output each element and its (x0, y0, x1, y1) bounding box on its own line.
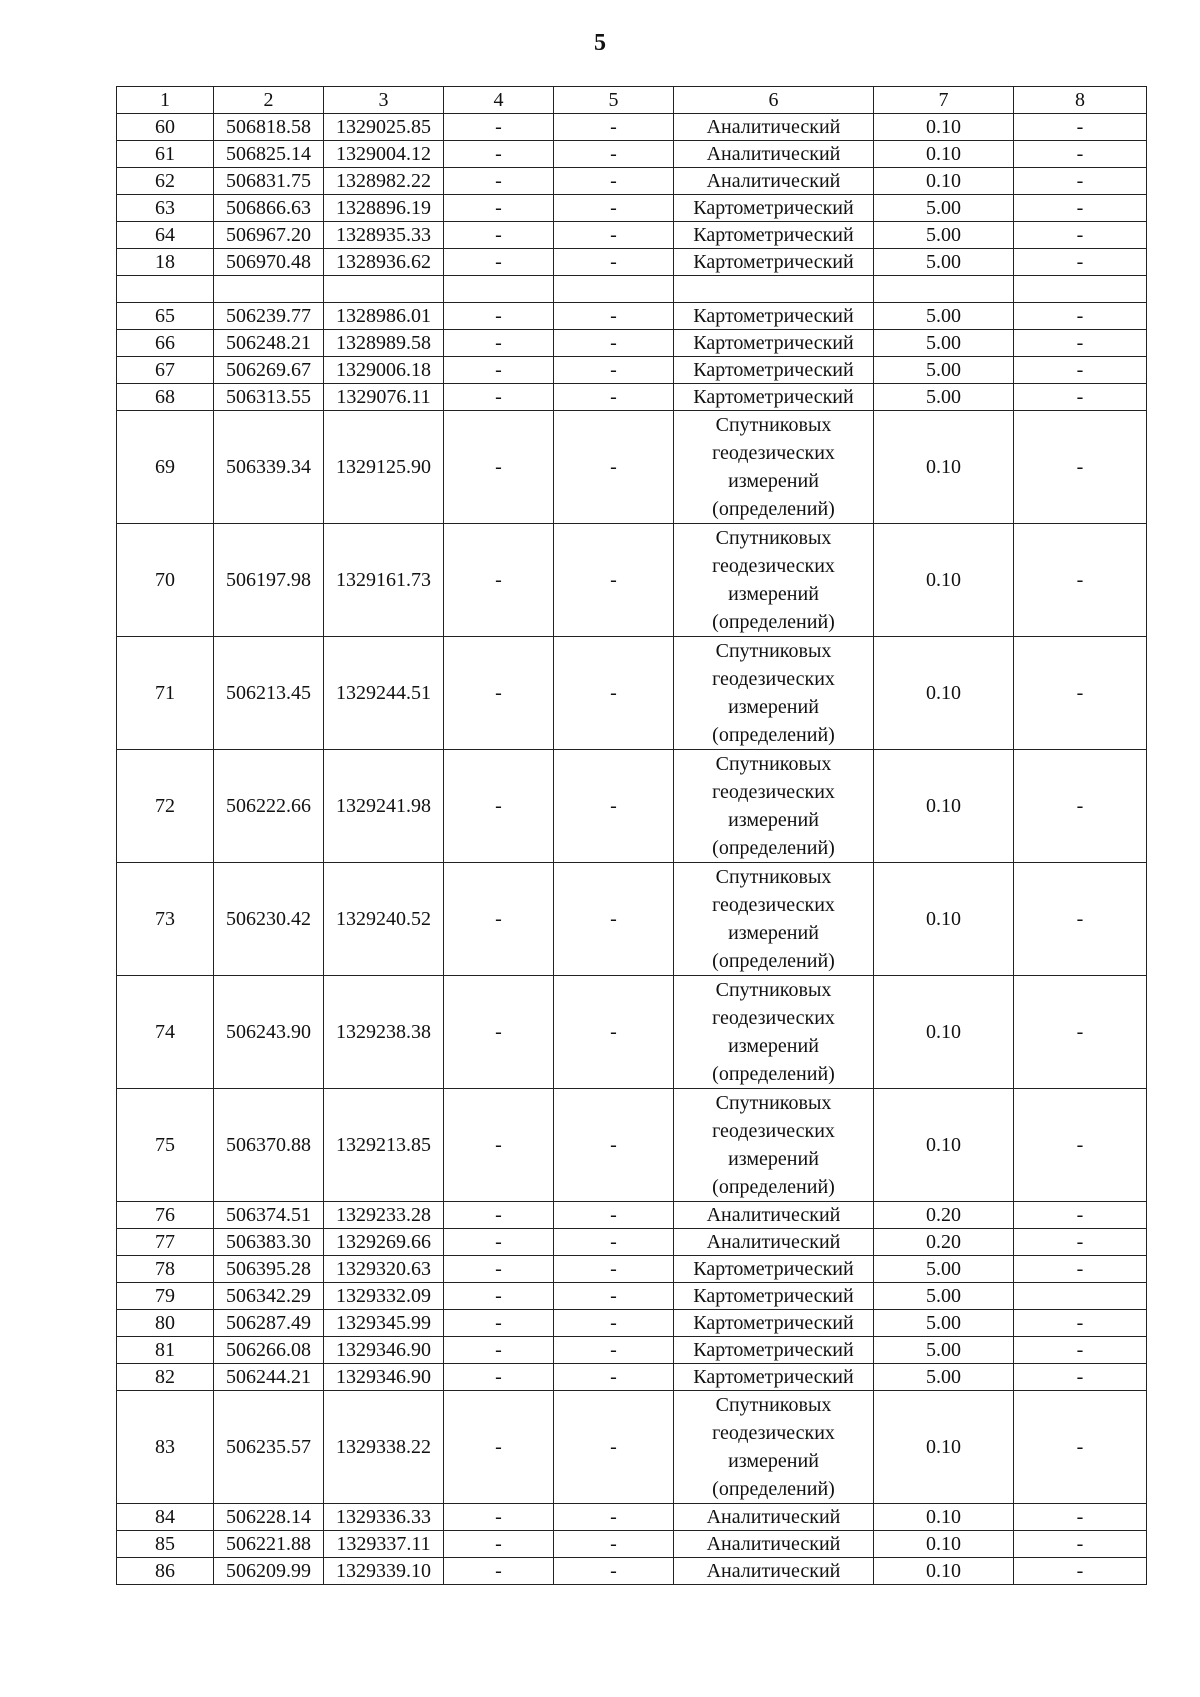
table-row (117, 750, 1147, 863)
table-cell-col-8: - (1014, 330, 1147, 357)
table-cell-col-y: 1329337.11 (324, 1531, 444, 1558)
table-body (117, 87, 1147, 1585)
table-cell-col-x: 506243.90 (214, 976, 324, 1089)
table-row (117, 303, 1147, 330)
table-cell-col-point-number: 62 (117, 168, 214, 195)
table-cell-col-4: - (444, 750, 554, 863)
table-cell-col-y: 1329320.63 (324, 1256, 444, 1283)
table-row (117, 1310, 1147, 1337)
table-cell-col-x: 506213.45 (214, 637, 324, 750)
table-cell-col-y: 1329076.11 (324, 384, 444, 411)
table-row (117, 1391, 1147, 1504)
table-cell-col-5: - (554, 114, 674, 141)
table-cell-col-method: Спутниковых геодезических измерений (определений) (674, 1391, 874, 1504)
table-cell-col-y: 1329125.90 (324, 411, 444, 524)
table-cell-col-point-number (117, 276, 214, 303)
page-number: 5 (594, 30, 606, 56)
table-cell-col-x: 506370.88 (214, 1089, 324, 1202)
table-cell-col-4: - (444, 1531, 554, 1558)
table-cell-col-y: 1328935.33 (324, 222, 444, 249)
table-cell-col-5: - (554, 168, 674, 195)
table-cell-col-5: - (554, 1504, 674, 1531)
table-row (117, 976, 1147, 1089)
table-row (117, 249, 1147, 276)
table-cell-col-8: - (1014, 1202, 1147, 1229)
table-row (117, 1229, 1147, 1256)
table-cell-col-point-number: 68 (117, 384, 214, 411)
table-cell-col-point-number: 66 (117, 330, 214, 357)
table-cell-col-x: 506239.77 (214, 303, 324, 330)
table-cell-col-5: - (554, 1229, 674, 1256)
table-row (117, 1504, 1147, 1531)
table-row (117, 1531, 1147, 1558)
table-cell-col-5 (554, 276, 674, 303)
table-cell-col-accuracy: 0.10 (874, 637, 1014, 750)
table-cell-col-point-number: 77 (117, 1229, 214, 1256)
table-cell-col-5: - (554, 384, 674, 411)
table-row (117, 330, 1147, 357)
table-cell-col-method: Картометрический (674, 357, 874, 384)
table-cell-col-4: - (444, 1229, 554, 1256)
table-cell-col-4: - (444, 976, 554, 1089)
table-cell-col-8: - (1014, 1229, 1147, 1256)
table-cell-col-accuracy: 0.10 (874, 1391, 1014, 1504)
table-cell-col-method: Картометрический (674, 303, 874, 330)
table-cell-col-4: - (444, 168, 554, 195)
table-cell-col-accuracy: 5.00 (874, 330, 1014, 357)
table-cell-col-method: Картометрический (674, 1283, 874, 1310)
table-cell-col-5: - (554, 524, 674, 637)
table-row (117, 222, 1147, 249)
table-cell-col-4: - (444, 1256, 554, 1283)
table-cell-col-point-number: 73 (117, 863, 214, 976)
table-cell-col-method: Аналитический (674, 1229, 874, 1256)
table-cell-col-x: 506287.49 (214, 1310, 324, 1337)
table-row (117, 195, 1147, 222)
table-cell-col-x: 506235.57 (214, 1391, 324, 1504)
table-cell-col-5: - (554, 195, 674, 222)
table-cell-col-8: - (1014, 750, 1147, 863)
table-cell-col-accuracy: 0.10 (874, 1089, 1014, 1202)
table-cell-col-point-number: 61 (117, 141, 214, 168)
table-cell-col-y: 1329161.73 (324, 524, 444, 637)
table-cell-col-accuracy: 5.00 (874, 1256, 1014, 1283)
table-cell-col-point-number: 67 (117, 357, 214, 384)
table-cell-col-method: Спутниковых геодезических измерений (определений) (674, 524, 874, 637)
table-cell-col-accuracy: 5.00 (874, 222, 1014, 249)
table-cell-col-method: Спутниковых геодезических измерений (определений) (674, 976, 874, 1089)
header-row (117, 87, 1147, 114)
table-cell-col-y: 1329238.38 (324, 976, 444, 1089)
table-cell-col-4: - (444, 1089, 554, 1202)
table-cell-col-5: - (554, 1531, 674, 1558)
table-cell-col-method: Картометрический (674, 384, 874, 411)
table-cell-col-point-number: 76 (117, 1202, 214, 1229)
table-row (117, 114, 1147, 141)
table-cell-col-x: 506970.48 (214, 249, 324, 276)
table-cell-col-point-number: 64 (117, 222, 214, 249)
table-cell-col-8: - (1014, 141, 1147, 168)
table-cell-col-4: - (444, 195, 554, 222)
table-cell-col-x: 506228.14 (214, 1504, 324, 1531)
table-cell-col-8: - (1014, 1558, 1147, 1585)
table-cell-col-y: 1329004.12 (324, 141, 444, 168)
table-row (117, 863, 1147, 976)
table-cell-col-accuracy: 5.00 (874, 1337, 1014, 1364)
table-cell-col-point-number: 65 (117, 303, 214, 330)
table-cell-col-x: 506209.99 (214, 1558, 324, 1585)
table-cell-col-accuracy: 0.10 (874, 168, 1014, 195)
table-cell-col-method: Спутниковых геодезических измерений (определений) (674, 637, 874, 750)
table-cell-col-5: - (554, 1256, 674, 1283)
table-cell-col-x: 506222.66 (214, 750, 324, 863)
table-cell-col-4: - (444, 330, 554, 357)
table-cell-col-8: - (1014, 384, 1147, 411)
table-cell-col-y: 1329006.18 (324, 357, 444, 384)
table-cell-col-method: Аналитический (674, 141, 874, 168)
table-cell-col-x: 506244.21 (214, 1364, 324, 1391)
table-cell-col-y: 1329025.85 (324, 114, 444, 141)
table-cell-col-x: 506818.58 (214, 114, 324, 141)
header-cell-col-x: 2 (214, 87, 324, 114)
table-cell-col-8: - (1014, 1256, 1147, 1283)
table-cell-col-x: 506866.63 (214, 195, 324, 222)
table-row (117, 276, 1147, 303)
table-cell-col-method: Картометрический (674, 1256, 874, 1283)
table-cell-col-y: 1329241.98 (324, 750, 444, 863)
table-cell-col-accuracy: 0.10 (874, 114, 1014, 141)
table-cell-col-y: 1329244.51 (324, 637, 444, 750)
header-cell-col-8: 8 (1014, 87, 1147, 114)
table-cell-col-y: 1329269.66 (324, 1229, 444, 1256)
table-cell-col-point-number: 86 (117, 1558, 214, 1585)
table-cell-col-y (324, 276, 444, 303)
table-cell-col-point-number: 80 (117, 1310, 214, 1337)
table-cell-col-x: 506266.08 (214, 1337, 324, 1364)
table-cell-col-8: - (1014, 357, 1147, 384)
table-cell-col-point-number: 71 (117, 637, 214, 750)
table-row (117, 1089, 1147, 1202)
table-cell-col-8: - (1014, 222, 1147, 249)
table-cell-col-point-number: 69 (117, 411, 214, 524)
table-cell-col-method: Картометрический (674, 1310, 874, 1337)
header-cell-col-y: 3 (324, 87, 444, 114)
table-cell-col-y: 1329213.85 (324, 1089, 444, 1202)
table-cell-col-5: - (554, 863, 674, 976)
table-cell-col-5: - (554, 1202, 674, 1229)
table-cell-col-5: - (554, 976, 674, 1089)
table-cell-col-4: - (444, 141, 554, 168)
table-cell-col-x: 506383.30 (214, 1229, 324, 1256)
table-cell-col-8 (1014, 1283, 1147, 1310)
table-cell-col-method: Спутниковых геодезических измерений (определений) (674, 411, 874, 524)
header-cell-col-accuracy: 7 (874, 87, 1014, 114)
table-cell-col-accuracy: 0.10 (874, 1558, 1014, 1585)
table-row (117, 1337, 1147, 1364)
table-cell-col-8: - (1014, 168, 1147, 195)
table-cell-col-accuracy: 0.20 (874, 1202, 1014, 1229)
table-cell-col-method: Картометрический (674, 330, 874, 357)
table-cell-col-method: Спутниковых геодезических измерений (определений) (674, 1089, 874, 1202)
table-cell-col-8: - (1014, 249, 1147, 276)
table-cell-col-5: - (554, 1310, 674, 1337)
table-cell-col-point-number: 85 (117, 1531, 214, 1558)
table-cell-col-5: - (554, 1337, 674, 1364)
table-row (117, 411, 1147, 524)
table-cell-col-4: - (444, 1310, 554, 1337)
table-cell-col-4: - (444, 249, 554, 276)
table-cell-col-4: - (444, 1504, 554, 1531)
table-cell-col-5: - (554, 249, 674, 276)
table-cell-col-method: Картометрический (674, 249, 874, 276)
table-row (117, 637, 1147, 750)
table-cell-col-point-number: 84 (117, 1504, 214, 1531)
table-cell-col-y: 1329336.33 (324, 1504, 444, 1531)
table-cell-col-5: - (554, 1089, 674, 1202)
table-cell-col-point-number: 72 (117, 750, 214, 863)
table-cell-col-4: - (444, 1337, 554, 1364)
table-cell-col-8: - (1014, 1504, 1147, 1531)
table-cell-col-8: - (1014, 1337, 1147, 1364)
table-cell-col-5: - (554, 1283, 674, 1310)
table-cell-col-accuracy: 5.00 (874, 1283, 1014, 1310)
table-cell-col-4: - (444, 384, 554, 411)
table-cell-col-x: 506230.42 (214, 863, 324, 976)
table-cell-col-y: 1328896.19 (324, 195, 444, 222)
table-cell-col-accuracy: 0.10 (874, 1504, 1014, 1531)
table-cell-col-8: - (1014, 637, 1147, 750)
table-cell-col-accuracy: 0.10 (874, 524, 1014, 637)
table-cell-col-method: Спутниковых геодезических измерений (определений) (674, 863, 874, 976)
table-cell-col-accuracy: 0.10 (874, 750, 1014, 863)
table-cell-col-4: - (444, 1364, 554, 1391)
table-cell-col-8: - (1014, 1364, 1147, 1391)
table-cell-col-x: 506269.67 (214, 357, 324, 384)
table-cell-col-x (214, 276, 324, 303)
table-cell-col-5: - (554, 1391, 674, 1504)
table-cell-col-method: Аналитический (674, 1558, 874, 1585)
header-cell-col-point-number: 1 (117, 87, 214, 114)
table-cell-col-8 (1014, 276, 1147, 303)
table-cell-col-8: - (1014, 114, 1147, 141)
table-cell-col-5: - (554, 1364, 674, 1391)
table-row (117, 1202, 1147, 1229)
table-cell-col-point-number: 63 (117, 195, 214, 222)
table-cell-col-y: 1328989.58 (324, 330, 444, 357)
table-cell-col-accuracy: 0.10 (874, 411, 1014, 524)
table-cell-col-8: - (1014, 1089, 1147, 1202)
table-cell-col-8: - (1014, 1531, 1147, 1558)
table-cell-col-x: 506339.34 (214, 411, 324, 524)
table-cell-col-point-number: 75 (117, 1089, 214, 1202)
table-cell-col-accuracy: 0.20 (874, 1229, 1014, 1256)
table-cell-col-accuracy: 5.00 (874, 384, 1014, 411)
table-cell-col-method: Спутниковых геодезических измерений (определений) (674, 750, 874, 863)
table-cell-col-method: Аналитический (674, 1504, 874, 1531)
table-cell-col-x: 506342.29 (214, 1283, 324, 1310)
table-row (117, 1364, 1147, 1391)
table-cell-col-accuracy: 5.00 (874, 249, 1014, 276)
table-cell-col-y: 1328936.62 (324, 249, 444, 276)
table-cell-col-x: 506313.55 (214, 384, 324, 411)
table-cell-col-y: 1329339.10 (324, 1558, 444, 1585)
table-cell-col-8: - (1014, 1391, 1147, 1504)
table-cell-col-accuracy: 0.10 (874, 976, 1014, 1089)
table-cell-col-8: - (1014, 303, 1147, 330)
table-cell-col-8: - (1014, 195, 1147, 222)
table-cell-col-point-number: 83 (117, 1391, 214, 1504)
table-cell-col-y: 1328986.01 (324, 303, 444, 330)
table-cell-col-5: - (554, 411, 674, 524)
table-cell-col-point-number: 82 (117, 1364, 214, 1391)
table-cell-col-accuracy: 0.10 (874, 1531, 1014, 1558)
table-cell-col-4: - (444, 222, 554, 249)
table-cell-col-x: 506825.14 (214, 141, 324, 168)
table-cell-col-method (674, 276, 874, 303)
table-cell-col-y: 1329240.52 (324, 863, 444, 976)
table-cell-col-accuracy: 5.00 (874, 303, 1014, 330)
table-cell-col-4: - (444, 1283, 554, 1310)
table-cell-col-point-number: 74 (117, 976, 214, 1089)
table-row (117, 1558, 1147, 1585)
header-cell-col-4: 4 (444, 87, 554, 114)
table-cell-col-5: - (554, 141, 674, 168)
table-row (117, 1256, 1147, 1283)
table-cell-col-8: - (1014, 411, 1147, 524)
table-cell-col-4: - (444, 637, 554, 750)
table-cell-col-accuracy: 0.10 (874, 141, 1014, 168)
table-cell-col-5: - (554, 357, 674, 384)
table-cell-col-5: - (554, 303, 674, 330)
table-cell-col-8: - (1014, 1310, 1147, 1337)
table-cell-col-x: 506395.28 (214, 1256, 324, 1283)
table-cell-col-4: - (444, 1391, 554, 1504)
table-cell-col-method: Аналитический (674, 1531, 874, 1558)
table-cell-col-5: - (554, 222, 674, 249)
table-cell-col-accuracy: 5.00 (874, 357, 1014, 384)
table-cell-col-accuracy (874, 276, 1014, 303)
table-cell-col-x: 506221.88 (214, 1531, 324, 1558)
table-cell-col-4: - (444, 114, 554, 141)
table-cell-col-y: 1329332.09 (324, 1283, 444, 1310)
table-cell-col-point-number: 70 (117, 524, 214, 637)
table-cell-col-point-number: 79 (117, 1283, 214, 1310)
table-cell-col-5: - (554, 750, 674, 863)
table-cell-col-5: - (554, 330, 674, 357)
table-cell-col-point-number: 81 (117, 1337, 214, 1364)
table-cell-col-point-number: 60 (117, 114, 214, 141)
header-cell-col-method: 6 (674, 87, 874, 114)
table-row (117, 384, 1147, 411)
table-cell-col-accuracy: 5.00 (874, 195, 1014, 222)
table-cell-col-y: 1329338.22 (324, 1391, 444, 1504)
table-cell-col-x: 506967.20 (214, 222, 324, 249)
coordinates-table (116, 86, 1147, 1585)
table-row (117, 357, 1147, 384)
table-row (117, 168, 1147, 195)
table-cell-col-8: - (1014, 524, 1147, 637)
table-cell-col-method: Картометрический (674, 195, 874, 222)
table-cell-col-4: - (444, 863, 554, 976)
table-cell-col-y: 1329345.99 (324, 1310, 444, 1337)
table-cell-col-4: - (444, 524, 554, 637)
header-cell-col-5: 5 (554, 87, 674, 114)
table-cell-col-4: - (444, 357, 554, 384)
table-cell-col-5: - (554, 637, 674, 750)
table-cell-col-4: - (444, 1558, 554, 1585)
table-cell-col-method: Картометрический (674, 222, 874, 249)
table-cell-col-accuracy: 0.10 (874, 863, 1014, 976)
table-cell-col-method: Картометрический (674, 1364, 874, 1391)
table-row (117, 141, 1147, 168)
table-cell-col-accuracy: 5.00 (874, 1310, 1014, 1337)
table-cell-col-accuracy: 5.00 (874, 1364, 1014, 1391)
table-cell-col-method: Аналитический (674, 114, 874, 141)
table-cell-col-method: Картометрический (674, 1337, 874, 1364)
table-cell-col-point-number: 18 (117, 249, 214, 276)
table-cell-col-8: - (1014, 863, 1147, 976)
table-cell-col-x: 506197.98 (214, 524, 324, 637)
table-cell-col-point-number: 78 (117, 1256, 214, 1283)
table-cell-col-x: 506831.75 (214, 168, 324, 195)
table-cell-col-8: - (1014, 976, 1147, 1089)
table-cell-col-x: 506374.51 (214, 1202, 324, 1229)
table-cell-col-4: - (444, 1202, 554, 1229)
table-row (117, 524, 1147, 637)
table-cell-col-y: 1329346.90 (324, 1337, 444, 1364)
table-cell-col-method: Аналитический (674, 168, 874, 195)
table-row (117, 1283, 1147, 1310)
table-cell-col-5: - (554, 1558, 674, 1585)
table-cell-col-x: 506248.21 (214, 330, 324, 357)
table-cell-col-y: 1328982.22 (324, 168, 444, 195)
table-cell-col-4: - (444, 411, 554, 524)
table-cell-col-4 (444, 276, 554, 303)
table-cell-col-method: Аналитический (674, 1202, 874, 1229)
table-cell-col-y: 1329233.28 (324, 1202, 444, 1229)
table-cell-col-y: 1329346.90 (324, 1364, 444, 1391)
table-cell-col-4: - (444, 303, 554, 330)
